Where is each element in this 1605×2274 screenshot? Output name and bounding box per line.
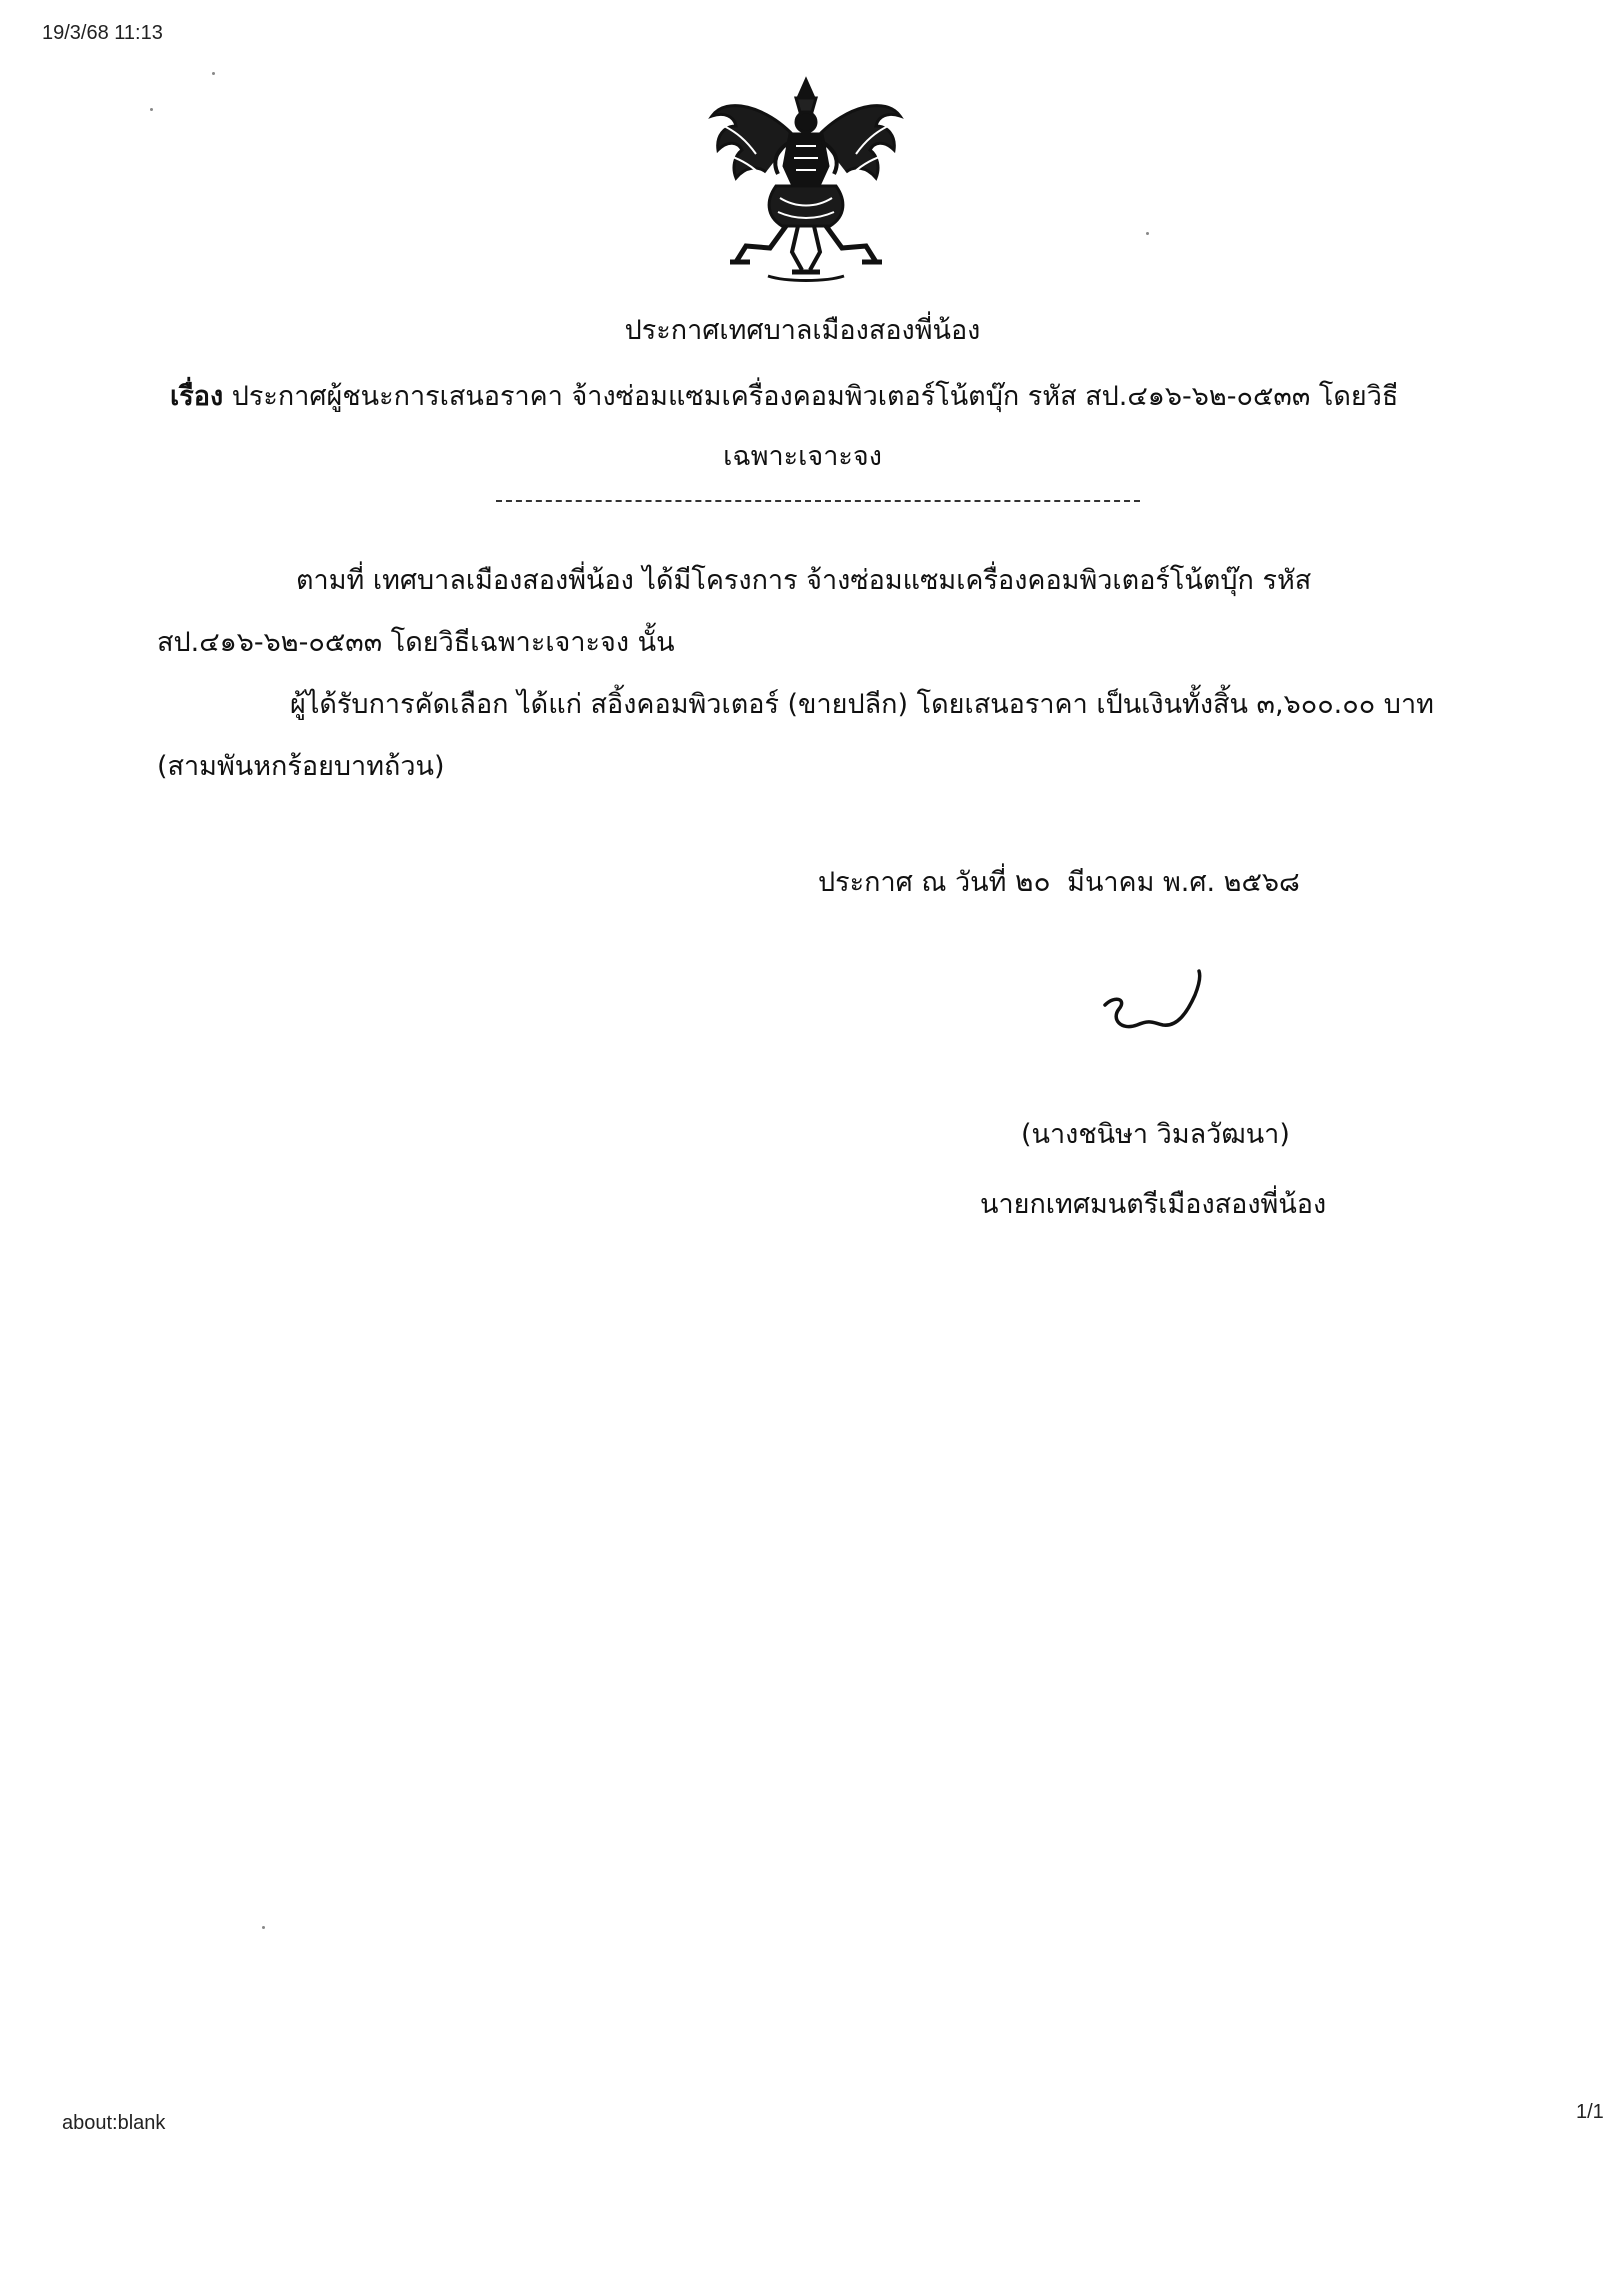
- handwritten-signature: [1093, 965, 1213, 1045]
- scan-speck: [1146, 232, 1149, 235]
- announcement-title: ประกาศเทศบาลเมืองสองพี่น้อง: [624, 315, 981, 346]
- date-prefix: ประกาศ ณ วันที่: [818, 867, 1016, 898]
- print-footer-page: 1/1: [1576, 2101, 1604, 2123]
- scan-speck: [212, 72, 215, 75]
- scan-speck: [150, 108, 153, 111]
- subject-label: เรื่อง: [170, 381, 224, 412]
- subject-continuation: เฉพาะเจาะจง: [723, 441, 882, 472]
- separator-dashed-line: [496, 500, 1140, 502]
- print-timestamp: 19/3/68 11:13: [42, 22, 163, 44]
- paragraph2-line1: ผู้ได้รับการคัดเลือก ได้แก่ สอิ้งคอมพิวเตอร์ (ขายปลีก) โดยเสนอราคา เป็นเงินทั้งสิ้น ๓,๖๐๐.๐๐ บาท: [290, 689, 1434, 720]
- subject-line: [170, 374, 1398, 417]
- print-footer-url: about:blank: [62, 2112, 166, 2134]
- signer-title: นายกเทศมนตรีเมืองสองพี่น้อง: [980, 1189, 1327, 1220]
- garuda-emblem-icon: [706, 76, 906, 288]
- scan-speck: [262, 1926, 265, 1929]
- paragraph1-line1: ตามที่ เทศบาลเมืองสองพี่น้อง ได้มีโครงการ จ้างซ่อมแซมเครื่องคอมพิวเตอร์โน้ตบุ๊ก รหัส: [296, 565, 1312, 596]
- announcement-date: [818, 860, 1300, 904]
- subject-text: ประกาศผู้ชนะการเสนอราคา จ้างซ่อมแซมเครื่องคอมพิวเตอร์โน้ตบุ๊ก รหัส สป.๔๑๖-๖๒-๐๕๓๓ โดยวิธี: [223, 381, 1399, 412]
- date-suffix: มีนาคม พ.ศ. ๒๕๖๘: [1058, 867, 1300, 898]
- paragraph1-line2: สป.๔๑๖-๖๒-๐๕๓๓ โดยวิธีเฉพาะเจาะจง นั้น: [157, 627, 675, 658]
- signer-name: (นางชนิษา วิมลวัฒนา): [1021, 1119, 1290, 1150]
- paragraph2-line2: (สามพันหกร้อยบาทถ้วน): [157, 751, 445, 782]
- date-day-handwritten: ๒๐: [1015, 865, 1051, 898]
